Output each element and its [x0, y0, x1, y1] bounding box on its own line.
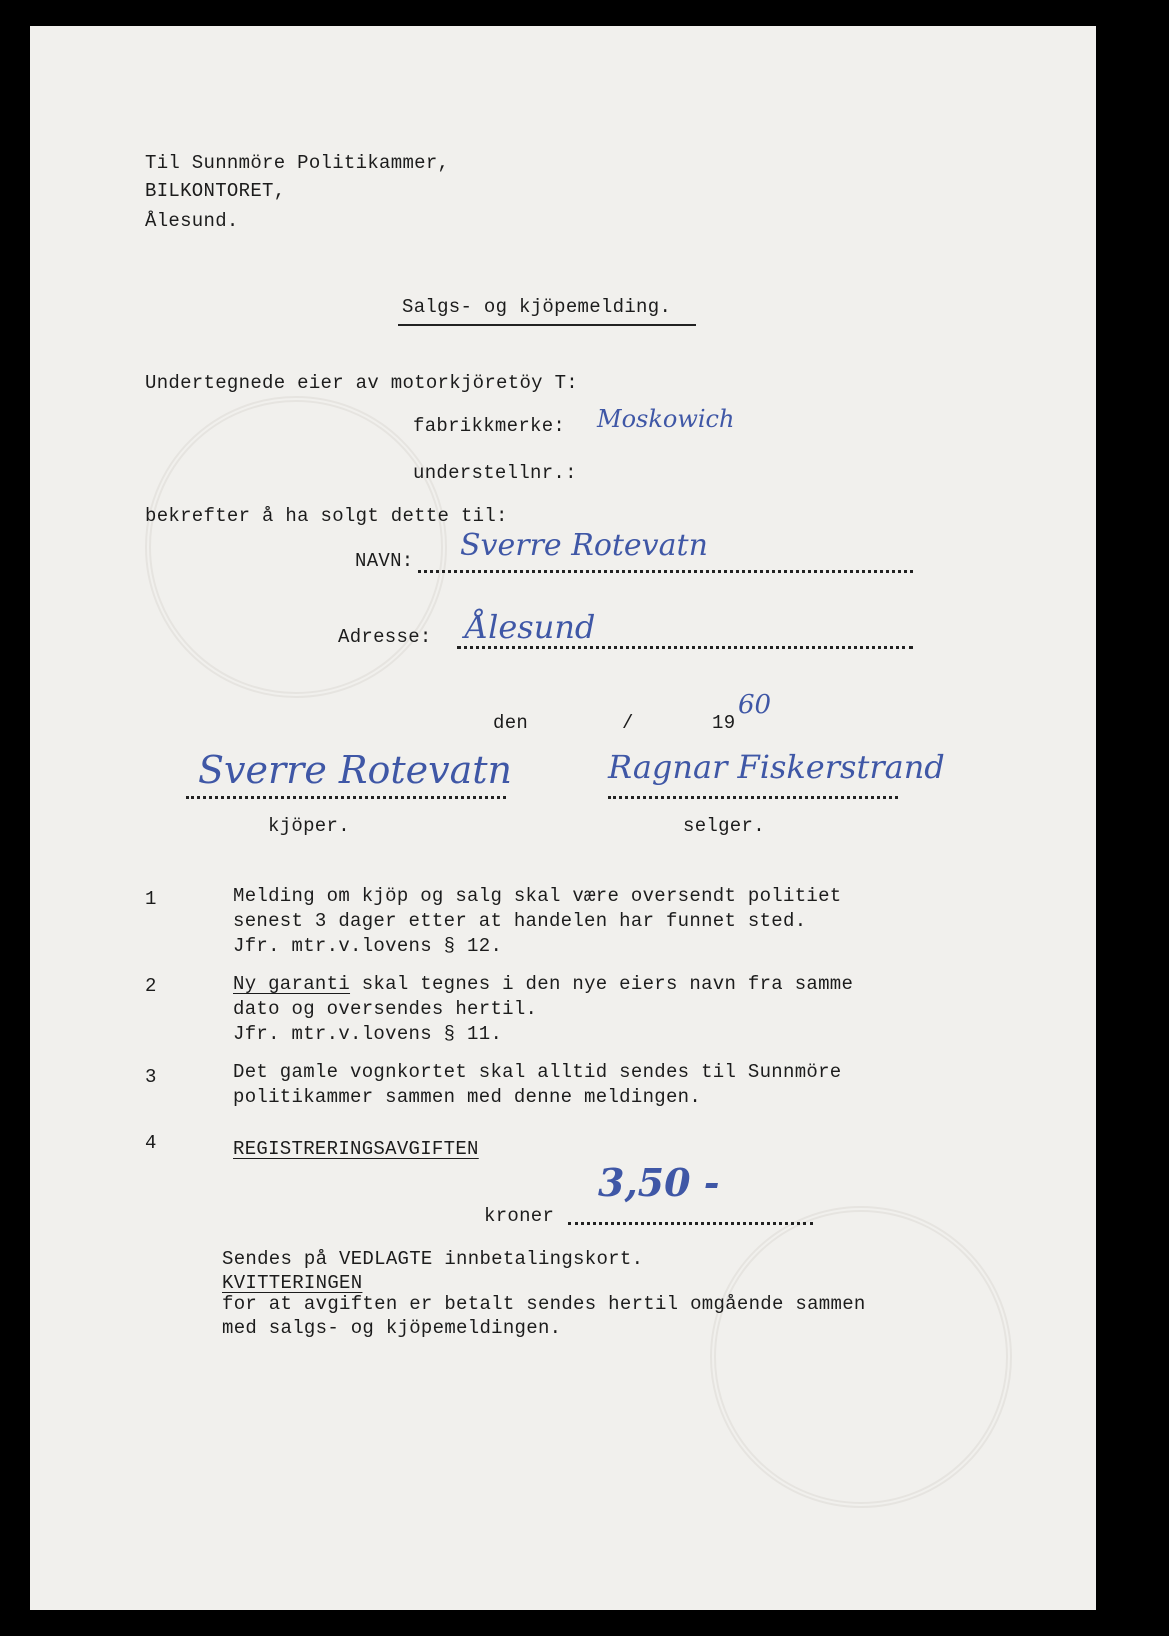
- date-slash: /: [622, 712, 634, 734]
- note-line: Jfr. mtr.v.lovens § 12.: [233, 935, 503, 957]
- footer-line: for at avgiften er betalt sendes hertil omgående sammen: [222, 1293, 866, 1315]
- seller-label: selger.: [683, 815, 765, 837]
- note-number: 1: [145, 888, 157, 910]
- kroner-dotted-line: [568, 1222, 813, 1225]
- watermark-stamp: [145, 396, 447, 698]
- navn-dotted-line: [418, 570, 913, 573]
- title-underline: [398, 324, 696, 326]
- document-title: Salgs- og kjöpemelding.: [402, 296, 672, 318]
- note-text: skal tegnes i den nye eiers navn fra samme: [350, 973, 854, 995]
- watermark-stamp: [710, 1206, 1012, 1508]
- note-line: Melding om kjöp og salg skal være oversendt politiet: [233, 885, 842, 907]
- adresse-value: Ålesund: [465, 608, 596, 646]
- kroner-value: 3,50 -: [598, 1160, 720, 1205]
- note-line: dato og oversendes hertil.: [233, 998, 538, 1020]
- date-year-prefix: 19: [712, 712, 736, 734]
- navn-label: NAVN:: [355, 550, 414, 572]
- navn-value: Sverre Rotevatn: [460, 528, 708, 563]
- note-line: senest 3 dager etter at handelen har funnet sted.: [233, 910, 807, 932]
- footer-kvittering: KVITTERINGEN: [222, 1272, 363, 1294]
- intro-text: Undertegnede eier av motorkjöretöy T:: [145, 372, 578, 394]
- fabrikkmerke-label: fabrikkmerke:: [413, 415, 566, 437]
- date-den: den: [493, 712, 529, 734]
- seller-dotted-line: [608, 796, 898, 799]
- note-underlined: Ny garanti: [233, 973, 351, 995]
- buyer-dotted-line: [186, 796, 506, 799]
- adresse-label: Adresse:: [338, 626, 432, 648]
- address-line: BILKONTORET,: [145, 180, 286, 202]
- footer-line: med salgs- og kjöpemeldingen.: [222, 1317, 562, 1339]
- address-line: Til Sunnmöre Politikammer,: [145, 152, 450, 174]
- note-line: Det gamle vognkortet skal alltid sendes til Sunnmöre: [233, 1061, 842, 1083]
- fabrikkmerke-value: Moskowich: [597, 405, 735, 433]
- buyer-label: kjöper.: [268, 815, 350, 837]
- note-number: 4: [145, 1132, 157, 1154]
- note-line: [233, 973, 853, 995]
- note-number: 2: [145, 975, 157, 997]
- note-line: Jfr. mtr.v.lovens § 11.: [233, 1023, 503, 1045]
- note-heading: REGISTRERINGSAVGIFTEN: [233, 1138, 479, 1160]
- seller-signature: Ragnar Fiskerstrand: [608, 748, 945, 786]
- address-line: Ålesund.: [145, 210, 239, 232]
- date-year-suffix: 60: [738, 690, 772, 720]
- note-line: politikammer sammen med denne meldingen.: [233, 1086, 702, 1108]
- document-page: [30, 26, 1096, 1610]
- understellnr-label: understellnr.:: [413, 462, 577, 484]
- confirm-text: bekrefter å ha solgt dette til:: [145, 505, 508, 527]
- kroner-label: kroner: [484, 1205, 555, 1227]
- buyer-signature: Sverre Rotevatn: [198, 748, 513, 792]
- adresse-dotted-line: [457, 646, 913, 649]
- note-number: 3: [145, 1066, 157, 1088]
- footer-line: Sendes på VEDLAGTE innbetalingskort.: [222, 1248, 644, 1270]
